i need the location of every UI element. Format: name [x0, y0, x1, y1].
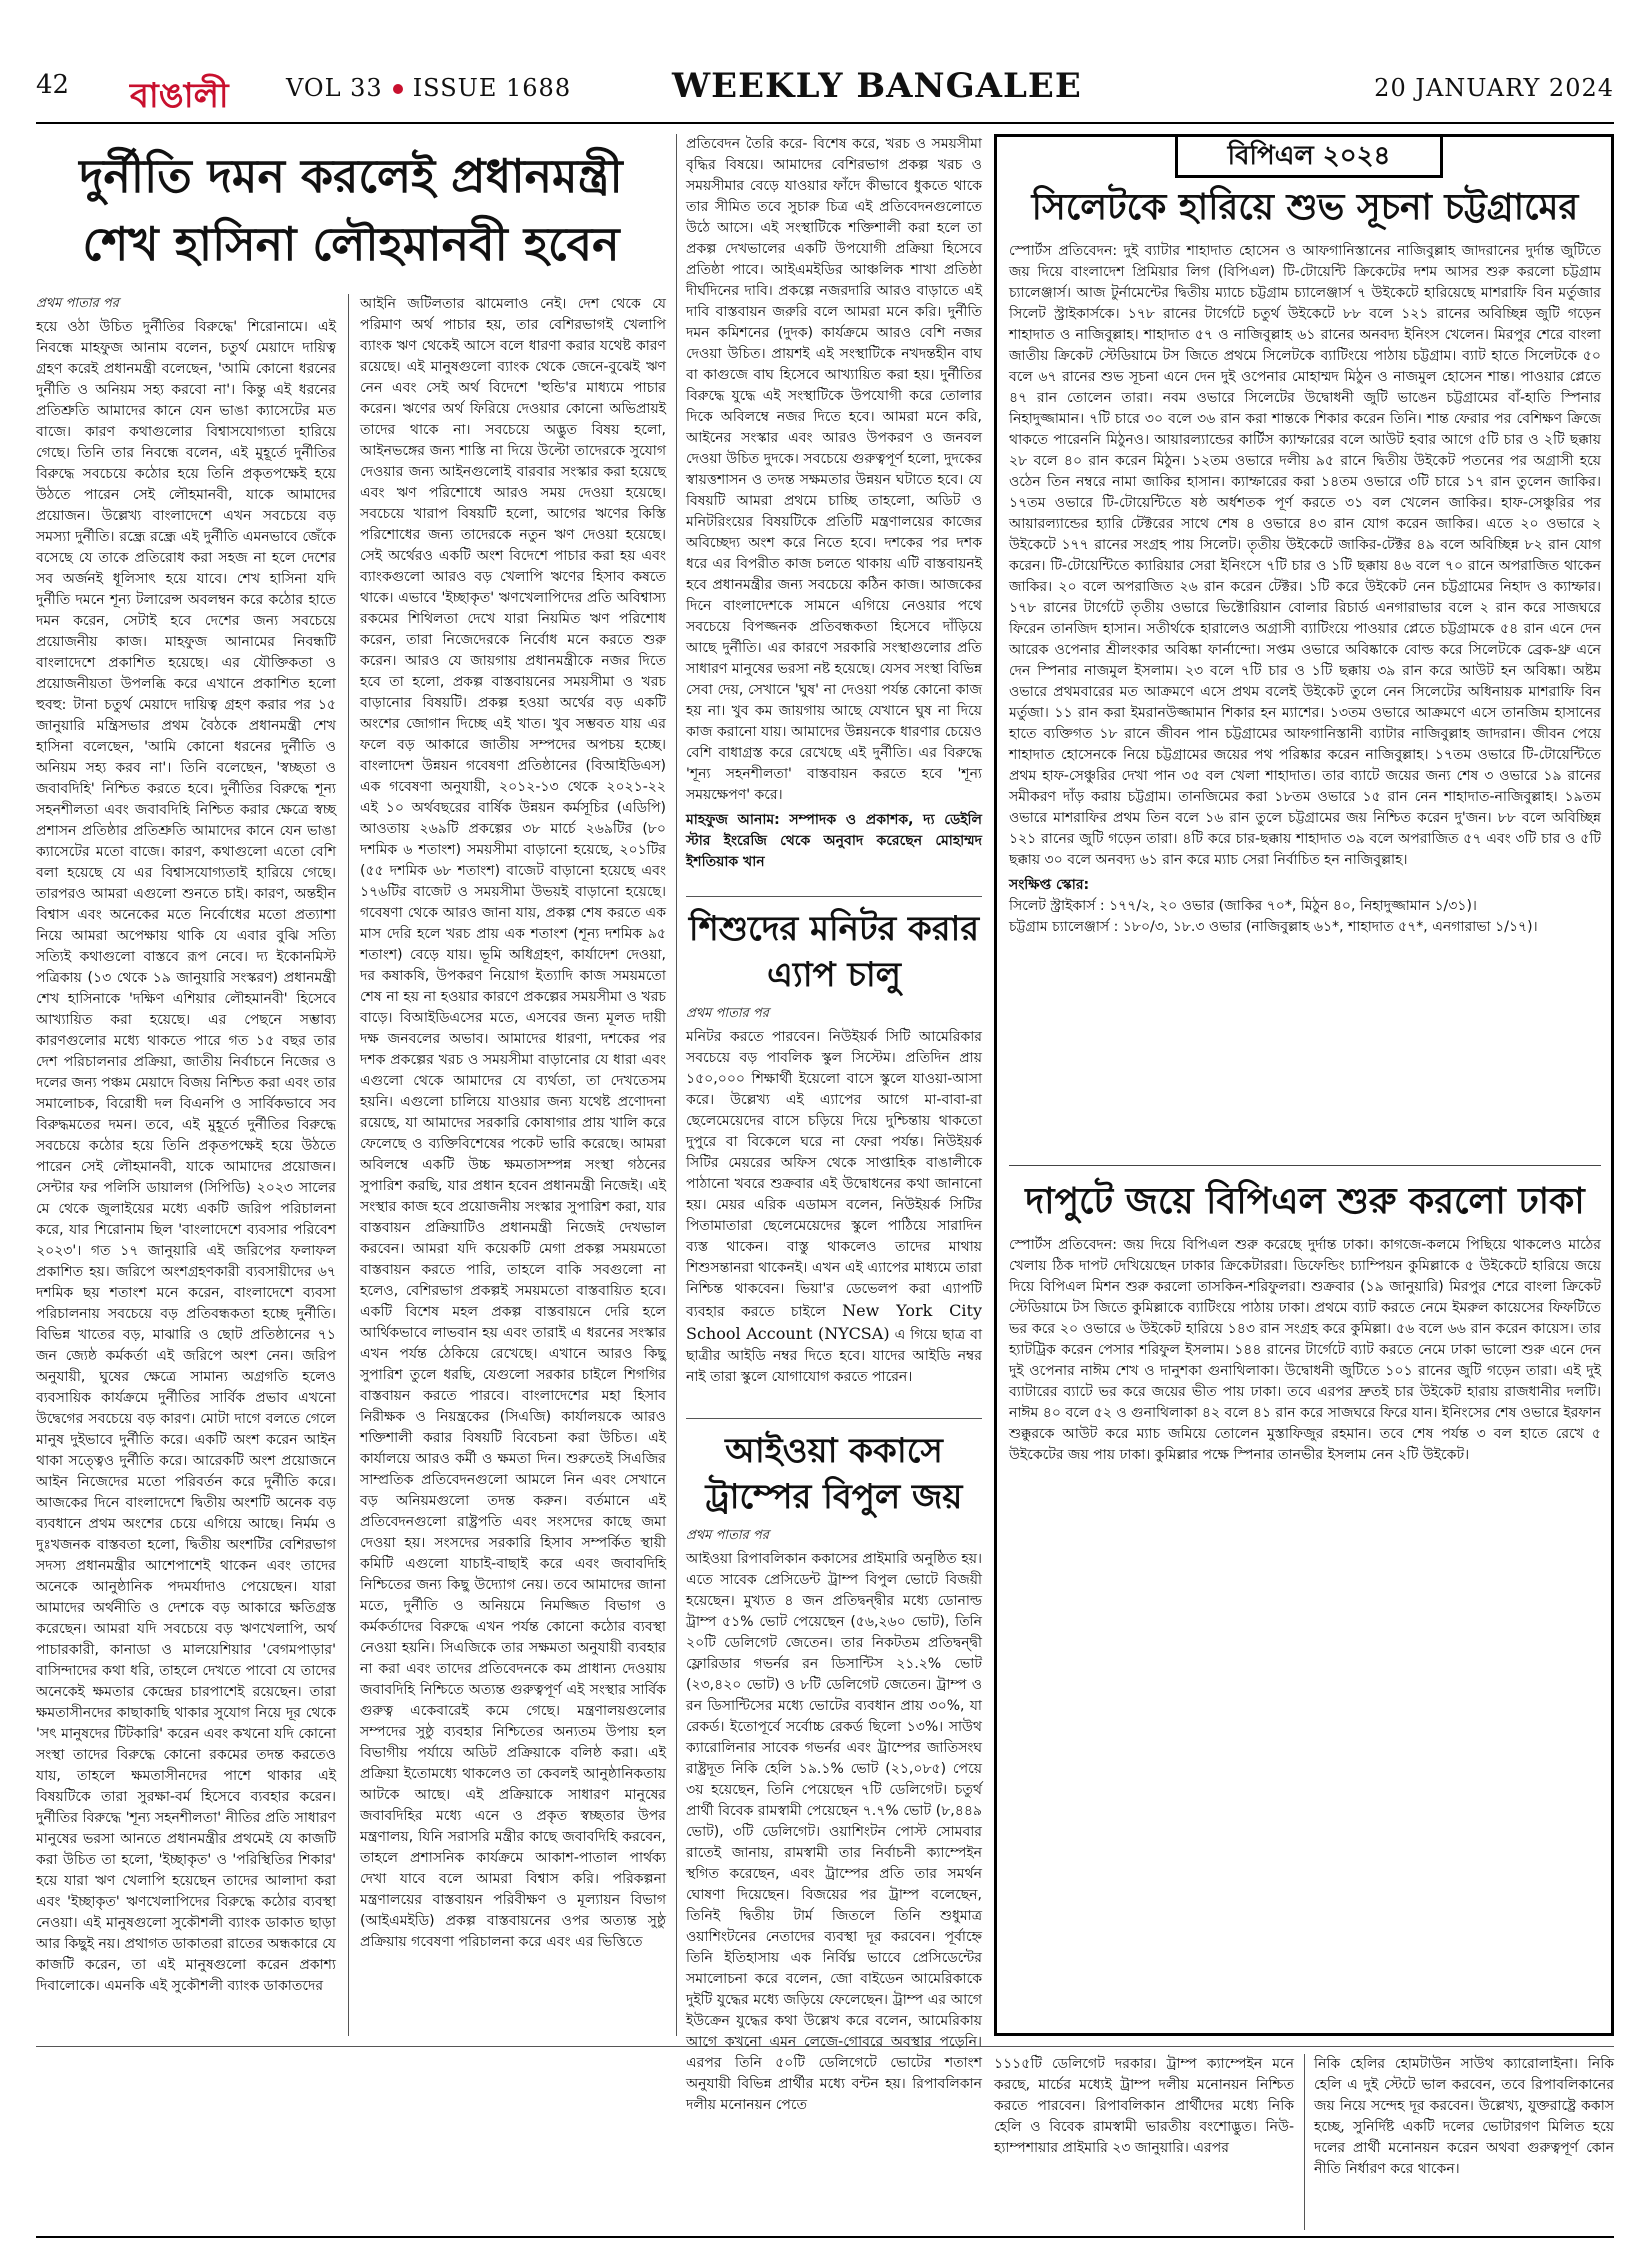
iowa-text: আইওয়া রিপাবলিকান ককাসের প্রাইমারি অনুষ্ঠিত হয়। এতে সাবেক প্রেসিডেন্ট ট্রাম্প বিপুল ভোটে বিজয়ী হয়েছেন। মুখ্যত ৪ জন প্রতিদ্বন্দ্বীর মধ্যে ডোনাল্ড ট্রাম্প ৫১% ভোট পেয়েছেন (৫৬,২৬০ ভোট), তিনি ২০টি ডেলিগেট জেতেন। তার নিকটতম প্রতিদ্বন্দ্বী ফ্লোরিডার গভর্নর রন ডিসান্টিস ২১.২% ভোট (২৩,৪২০ ভোট) ও ৮টি ডেলিগেট জেতেন। ট্রাম্প ও রন ডিসান্টিসের মধ্যে ভোটের ব্যবধান প্রায় ৩০%, যা রেকর্ড। ইতোপূর্বে সর্বোচ্চ রেকর্ড ছিলো ১৩%। সাউথ ক্যারোলিনার সাবেক গভর্নর এবং ট্রাম্পের জাতিসংঘ রাষ্ট্রদূত নিকি হেলি ১৯.১% ভোট (২১,০৮৫) পেয়ে ৩য় হয়েছেন, তিনি পেয়েছেন ৭টি ডেলিগেট। চতুর্থ প্রার্থী বিবেক রামস্বামী পেয়েছেন ৭.৭% ভোট (৮,৪৪৯ ভোট), ৩টি ডেলিগেট। ওয়াশিংটন পোস্ট সোমবার রাতেই জানায়, রামস্বামী তার নির্বাচনী ক্যাম্পেইন স্থগিত করেছেন, এবং ট্রাম্পের প্রতি তার সমর্থন ঘোষণা দিয়েছেন। বিজয়ের পর ট্রাম্প বলেছেন, তিনিই দ্বিতীয় টার্ম জিতলে তিনি শুধুমাত্র ওয়াশিংটনের নেতাদের ব্যবস্থা দূর করবেন। পূর্বাহ্নে তিনি ইতিহাসায় এক নির্বিঘ্ন ভাবেে প্রেসিডেন্টের সমালোচনা করে বলেন, জো বাইডেন আমেরিকাকে দুইটি যুদ্ধের মধ্যে জড়িয়ে ফেলেছেন। ট্রাম্প এর আগে ইউক্রেন যুদ্ধের কথা উল্লেখ করে বলেন, আমেরিকায় আগে কখনো এমন লেজে-গোবরে অবস্থার পড়েনি। এরপর তিনি ৫০টি ডেলিগেটে ভোটের শতাংশ অনুযায়ী বিভিন্ন প্রার্থীর মধ্যে বন্টন হয়। রিপাবলিকান দলীয় মনোনয়ন পেতে	[686, 1551, 982, 2113]
issue-date: 20 JANUARY 2024	[1374, 74, 1614, 102]
score-sylhet: সিলেট স্ট্রাইকার্স : ১৭৭/২, ২০ ওভার (জাকির ৭০*, মিঠুন ৪০, নিহাদুজ্জামান ১/৩১)।	[1009, 898, 1477, 914]
ctg-headline: সিলেটকে হারিয়ে শুভ সূচনা চট্টগ্রামের	[1031, 187, 1579, 228]
page-number: 42	[36, 70, 70, 100]
column-divider	[1304, 2054, 1305, 2230]
ctg-text: স্পোর্টস প্রতিবেদন: দুই ব্যাটার শাহাদাত হোসেন ও আফগানিস্তানের নাজিবুল্লাহ জাদরানের দুর্দান্ত জুটিতে জয় দিয়ে বাংলাদেশ প্রিমিয়ার লিগ (বিপিএল) টি-টোয়েন্টি ক্রিকেটের দশম আসর শুরু করলো চট্টগ্রাম চ্যালেঞ্জার্স। আজ টুর্নামেন্টের দ্বিতীয় ম্যাচে চট্টগ্রাম চ্যালেঞ্জার্স ৭ উইকেটে হারিয়েছে মাশরাফি বিন মর্তুজার সিলেট স্ট্রাইকার্সকে। ১৭৮ রানের টার্গেটে চতুর্থ উইকেটে ৮৮ বলে ১২১ রানের অবিচ্ছিন্ন জুটি গড়েন শাহাদাত ও নাজিবুল্লাহ। শাহাদাত ৫৭ ও নাজিবুল্লাহ ৬১ রানের অনবদ্য ইনিংস খেলেন। মিরপুর শেরে বাংলা জাতীয় ক্রিকেট স্টেডিয়ামে টস জিতে প্রথমে সিলেটকে ব্যাটিংয়ে পাঠায় চট্টগ্রাম। ব্যাট হাতে সিলেটকে ৫০ বলে ৬৭ রানের শুভ সূচনা এনে দেন দুই ওপেনার মোহাম্মদ মিঠুন ও নাজমুল হোসেন শান্ত। পাওয়ার প্লেতে ৪৭ রান তোলেন তারা। নবম ওভারে সিলেটের উদ্বোধনী জুটি ভাঙেন চট্টগ্রামের বাঁ-হাতি স্পিনার নিহাদুজ্জামান। ৭টি চারে ৩০ বলে ৩৬ রান করা শান্তকে শিকার করেন তিনি। শান্ত ফেরার পর বেশিক্ষণ ক্রিজে থাকতে পারেননি মিঠুনও। আয়ারল্যান্ডের কার্টিস ক্যাম্ফারের বলে আউট হবার আগে ৫টি চার ও ২টি ছক্কায় ২৮ বলে ৪০ রান করেন মিঠুন। ১২তম ওভারে দলীয় ৯৫ রানে দ্বিতীয় উইকেট পতনের পর অগ্রাসী হয়ে ওঠেন তিন নম্বরে নামা জাকির হাসান। ক্যাম্ফারের করা ১৪তম ওভারে ৩টি চারে ১৭ রান তুলেন জাকির। ১৭তম ওভারে টি-টোয়েন্টিতে ষষ্ঠ অর্ধশতক পূর্ণ করতে ৩১ বল খেলেন জাকির। হাফ-সেঞ্চুরির পর আয়ারল্যান্ডের হ্যারি টেক্টরের সাথে শেষ ৪ ওভারে ৪৩ রান যোগ করেন জাকির। এতে ২০ ওভারে ২ উইকেটে ১৭৭ রানের সংগ্রহ পায় সিলেট। তৃতীয় উইকেটে জাকির-টেক্টর ৪৯ বলে অবিচ্ছিন্ন ৮২ রান যোগ করেন। টি-টোয়েন্টিতে ক্যারিয়ার সেরা ইনিংসে ৭টি চার ও ১টি ছক্কায় ৪৬ বলে ৭০ রানে অপরাজিত থাকেন জাকির। ২০ বলে অপরাজিত ২৬ রান করেন টেক্টর। ১টি করে উইকেট নেন চট্টগ্রামের নিহাদ ও ক্যাম্ফার। ১৭৮ রানের টার্গেটে তৃতীয় ওভারে ভিক্টোরিয়ান বোলার রিচার্ড এনগারাভার বলে ২ রান করে সাজঘরে ফিরেন তানজিদ হাসান। সতীর্থকে হারালেও অগ্রাসী ব্যাটিংয়ে পাওয়ার প্লেতে চট্টগ্রামকে ৫৪ রান এনে দেন আরেক ওপেনার শ্রীলংকার অবিষ্কা ফার্নান্দো। সপ্তম ওভারে অবিষ্কাকে বোল্ড করে সিলেটকে ব্রেক-থ্রু এনে দেন স্পিনার নাজমুল ইসলাম। ২৩ বলে ৭টি চার ও ১টি ছক্কায় ৩৯ রান করে আউট হন অবিষ্কা। অষ্টম ওভারে প্রথমবারের মত আক্রমণে এসে প্রথম বলেই উইকেট তুলে নেন সিলেটের অধিনায়ক মাশরাফি বিন মর্তুজা। ১১ রান করা ইমরানউজ্জামান শিকার হন ম্যাশের। ১৩তম ওভারে আক্রমণে এসে তানজিম হাসানের হাতে ব্যক্তিগত ১৮ রানে জীবন পান চট্টগ্রামের আফগানিস্তানী ব্যাটার নাজিবুল্লাহ জাদরান। জীবন পেয়ে শাহাদাত হোসেনকে নিয়ে চট্টগ্রামের জয়ের পথ পরিষ্কার করেন নাজিবুল্লাহ। ১৭তম ওভারে টি-টোয়েন্টিতে প্রথম হাফ-সেঞ্চুরির দেখা পান ৩৫ বল খেলা শাহাদাত। তার ব্যাটে জয়ের জন্য শেষ ৩ ওভারে ১৯ রানের সমীকরণ দাঁড় করায় চট্টগ্রাম। তানজিমের করা ১৮তম ওভারে ১৫ রান নেন শাহাদাত-নাজিবুল্লাহ। ১৯তম ওভারে মাশরাফির প্রথম তিন বলে ১৬ রান তুলে চট্টগ্রামের জয় নিশ্চিত করেন দু'জন। ৮৮ বলে অবিচ্ছিন্ন ১২১ রানের জুটি গড়েন তারা। ৪টি করে চার-ছক্কায় শাহাদাত ৩৯ বলে অপরাজিত ৫৭ এবং ৩টি চার ও ৫টি ছক্কায় ৩০ বলে অনবদ্য ৬১ রান করে ম্যাচ সেরা নির্বাচিত হন নাজিবুল্লাহ।	[1009, 243, 1601, 868]
header-rule	[36, 122, 1614, 124]
nycsa-name: New York City School Account (NYCSA)	[686, 1301, 982, 1343]
story-divider	[686, 1418, 982, 1419]
masthead	[36, 62, 1614, 120]
iowa-continued-left	[994, 2054, 1294, 2230]
bpl-tag: বিপিএল ২০২৪	[1175, 134, 1443, 178]
bangalee-logo	[80, 62, 229, 116]
logo-text: বাঙালী	[130, 76, 229, 116]
ctg-story	[1009, 183, 1601, 1153]
column-divider	[348, 294, 349, 2036]
kids-app-text-end: এ গিয়ে ছাত্র বা ছাত্রীর আইডি নম্বর দিতে হবে। যাদের আইডি নম্বর নাই তারা স্কুলে যোগাযোগ করতে পারেন।	[686, 1327, 983, 1385]
kids-app-headline: শিশুদের মনিটর করার এ্যাপ চালু	[688, 909, 980, 995]
dhaka-story	[1009, 1177, 1601, 2017]
kids-app-source: প্রথম পাতার পর	[686, 1006, 769, 1021]
dhaka-text: স্পোর্টস প্রতিবেদন: জয় দিয়ে বিপিএল শুরু করেছে দুর্দান্ত ঢাকা। কাগজে-কলমে পিছিয়ে থাকলেও মাঠের খেলায় ঠিক দাপট দেখিয়েছেন ঢাকার ক্রিকেটাররা। ডিফেন্ডিং চ্যাম্পিয়ন কুমিল্লাকে ৫ উইকেটে হারিয়ে জয়ে দিয়ে বিপিএল মিশন শুরু করলো তাসকিন-শরিফুলরা। শুক্রবার (১৯ জানুয়ারি) মিরপুর শেরে বাংলা ক্রিকেট স্টেডিয়ামে টস জিতে কুমিল্লাকে ব্যাটিংয়ে পাঠায় ঢাকা। প্রথমে ব্যাট করতে নেমে ইমরুল কায়েসের ফিফটিতে ভর করে ২০ ওভারে ৬ উইকেট হারিয়ে ১৪৩ রান সংগ্রহ করে কুমিল্লা। ৫৬ বলে ৬৬ রান করেন কায়েস। তার হ্যাটট্রিক করেন পেসার শরিফুল ইসলাম। ১৪৪ রানের টার্গেটে ব্যাট করতে নেমে ঢাকা ভালো শুরু এনে দেন দুই ওপেনার নাঈম শেখ ও দানুশকা গুনাথিলাকা। উদ্বোধনী জুটিতে ১০১ রানের জুটি গড়েন তারা। এই দুই ব্যাটারের ব্যাটে ভর করে জয়ের ভীত পায় ঢাকা। তবে এরপর দ্রুতই চার উইকেট হারায় রাজধানীর দলটি। নাঈম ৪০ বলে ৫২ ও গুনাথিলাকা ৪২ বলে ৪১ রান করে সাজঘরে ফিরে যান। ইনিংসের শেষ ওভারে ইরফান শুক্কুরকে আউট করে ম্যাচ জমিয়ে তোলেন মুস্তাফিজুর রহমান। তবে শেষ পর্যন্ত ৩ বল হাতে রেখে ৫ উইকেটের জয় পায় ঢাকা। কুমিল্লার পক্ষে স্পিনার তানভীর ইসলাম নেন ২টি উইকেট।	[1009, 1237, 1601, 1463]
lead-byline: মাহফুজ আনাম: সম্পাদক ও প্রকাশক, দ্য ডেইলি স্টার ইংরেজি থেকে অনুবাদ করেছেন মোহাম্মদ ইশতিয়াক খান	[686, 812, 982, 870]
lead-column-1	[36, 294, 336, 2036]
story-divider	[686, 896, 982, 897]
bottom-rule	[36, 2046, 1614, 2047]
iowa-headline: আইওয়া ককাসে ট্রাম্পের বিপুল জয়	[705, 1431, 963, 1517]
footer-rule	[36, 2236, 1614, 2238]
dhaka-headline: দাপুটে জয়ে বিপিএল শুরু করলো ঢাকা	[1025, 1181, 1585, 1222]
volume: VOL 33	[286, 74, 383, 102]
bpl-2024-box	[994, 134, 1614, 2036]
lead-col2-text: আইনি জটিলতার ঝামেলাও নেই। দেশ থেকে যে পরিমাণ অর্থ পাচার হয়, তার বেশিরভাগই খেলাপি ব্যাংক ঋণ থেকেই আসে বলে ধারণা করার যথেষ্ট কারণ রয়েছে। এই মানুষগুলো ব্যাংক থেকে জেনে-বুঝেই ঋণ নেন এবং সেই অর্থ বিদেশে 'হুন্ডি'র মাধ্যমে পাচার করেন। ঋণের অর্থ ফিরিয়ে দেওয়ার কোনো অভিপ্রায়ই তাদের থাকে না। সবচেয়ে অদ্ভুত বিষয় হলো, আইনভঙ্গের জন্য শাস্তি না দিয়ে উল্টো তাদেরকে সুযোগ দেওয়ার জন্য আইনগুলোই বারবার সংস্কার করা হয়েছে এবং ঋণ পরিশোধে আরও সময় দেওয়া হয়েছে। সবচেয়ে খারাপ বিষয়টি হলো, আগের ঋণের কিস্তি পরিশোধের জন্য তাদেরকে নতুন ঋণ দেওয়া হয়েছে। সেই অর্থেরও একটি অংশ বিদেশে পাচার করা হয় এবং ব্যাংকগুলো আরও বড় খেলাপি ঋণের হিসাব কষতে থাকে। এভাবে 'ইচ্ছাকৃত' ঋণখেলাপিদের প্রতি অবিশ্বাস্য রকমের শিথিলতা দেখে যারা নিয়মিত ঋণ পরিশোধ করেন, তারা নিজেদেরকে নির্বোধ মনে করতে শুরু করেন। আরও যে জায়গায় প্রধানমন্ত্রীকে নজর দিতে হবে তা হলো, প্রকল্প বাস্তবায়নের সময়সীমা ও খরচ বাড়ানোর বিষয়টি। প্রকল্প হওয়া অর্থের বড় একটি অংশের জোগান দিচ্ছে এই খাত। খুব সম্ভবত যায় এর ফলে বড় আকারে জাতীয় সম্পদের অপচয় হচ্ছে। বাংলাদেশ উন্নয়ন গবেষণা প্রতিষ্ঠানের (বিআইডিএস) এক গবেষণা অনুযায়ী, ২০১২-১৩ থেকে ২০২১-২২ এই ১০ অর্থবছরের বার্ষিক উন্নয়ন কর্মসূচির (এডিপি) আওতায় ২৬৯টি প্রকল্পের ৩৮ মার্চে ২৬৯টির (৮০ দশমিক ৬ শতাংশ) সময়সীমা বাড়ানো হয়েছে, ২০১টির (৫৫ দশমিক ৬৮ শতাংশ) বাজেট বাড়ানো হয়েছে এবং ১৭৬টির বাজেট ও সময়সীমা উভয়ই বাড়ানো হয়েছে। গবেষণা থেকে আরও জানা যায়, প্রকল্প শেষ করতে এক মাস দেরি হলে খরচ প্রায় এক শতাংশ (শূন্য দশমিক ৯৫ শতাংশ) বেড়ে যায়। ভূমি অধিগ্রহণ, কার্যাদেশ দেওয়া, দর কষাকষি, উপকরণ নিয়োগ ইত্যাদি কাজ সময়মতো শেষ না হয় না হওয়ার কারণে প্রকল্পের সময়সীমা ও খরচ বাড়ে। বিআইডিএসের মতে, এসবের জন্য মূলত দায়ী দক্ষ জনবলের অভাব। আমাদের ধারণা, দশকের পর দশক প্রকল্পের খরচ ও সময়সীমা বাড়ানোর যে ধারা এবং এগুলো থেকে আমাদের যে ব্যর্থতা, তা দেখতেসম হয়নি। এগুলো চালিয়ে যাওয়ার জন্য যথেষ্ট প্রণোদনা রয়েছে, যা আমাদের সরকারি কোষাগার প্রায় খালি করে ফেলেছে ও ব্যক্তিবিশেষের পকেট ভারি করেছে। আমরা অবিলম্বে একটি উচ্চ ক্ষমতাসম্পন্ন সংস্থা গঠনের সুপারিশ করছি, যার প্রধান হবেন প্রধানমন্ত্রী নিজেই। এই সংস্থার কাজ হবে প্রয়োজনীয় সংস্কার সুপারিশ করা, যার বাস্তবায়ন প্রক্রিয়াটিও প্রধানমন্ত্রী নিজেই দেখভাল করবেন। আমরা যদি কয়েকটি মেগা প্রকল্প সময়মতো বাস্তবায়ন করতে পারি, তাহলে বাকি সবগুলো না হলেও, বেশিরভাগ প্রকল্পই সময়মতো বাস্তবায়িত হবে। একটি বিশেষ মহল প্রকল্প বাস্তবায়নে দেরি হলে আর্থিকভাবে লাভবান হয় এবং তারাই এ ধরনের সংস্কার এখন পর্যন্ত ঠেকিয়ে রেখেছে। এখানে আরও কিছু সুপারিশ তুলে ধরছি, যেগুলো সরকার চাইলে শিগগির বাস্তবায়ন করতে পারবে। বাংলাদেশের মহা হিসাব নিরীক্ষক ও নিয়ন্ত্রকের (সিএজি) কার্যালয়কে আরও শক্তিশালী করার বিষয়টি বিবেচনা করা উচিত। এই কার্যালয়ে আরও কর্মী ও ক্ষমতা দিন। শুরুতেই সিএজির সাম্প্রতিক প্রতিবেদনগুলো আমলে নিন এবং সেখানে বড় অনিয়মগুলো তদন্ত করুন। বর্তমানে এই প্রতিবেদনগুলো রাষ্ট্রপতি এবং সংসদের কাছে জমা দেওয়া হয়। সংসদের সরকারি হিসাব সম্পর্কিত স্থায়ী কমিটি এগুলো যাচাই-বাছাই করে এবং জবাবদিহি নিশ্চিতের জন্য কিছু উদ্যোগ নেয়। তবে আমাদের জানা মতে, দুর্নীতি ও অনিয়মে নিমজ্জিত বিভাগ ও কর্মকর্তাদের বিরুদ্ধে এখন পর্যন্ত কোনো কঠোর ব্যবস্থা নেওয়া হয়নি। সিএজিকে তার সক্ষমতা অনুযায়ী ব্যবহার না করা এবং তাদের প্রতিবেদনকে কম প্রাধান্য দেওয়ায় জবাবদিহি নিশ্চিতে অত্যন্ত গুরুত্বপূর্ণ এই সংস্থার সার্বিক গুরুত্ব একেবারেই কমে গেছে। মন্ত্রণালয়গুলোর সম্পদের সুষ্ঠু ব্যবহার নিশ্চিতের অন্যতম উপায় হল বিভাগীয় পর্যায়ে অডিট প্রক্রিয়াকে বলিষ্ঠ করা। এই প্রক্রিয়া ইতোমধ্যে থাকলেও তা কেবলই আনুষ্ঠানিকতায় আটকে আছে। এই প্রক্রিয়াকে সাধারণ মানুষের জবাবদিহির মধ্যে এনে ও প্রকৃত স্বচ্ছতার উপর মন্ত্রণালয়, যিনি সরাসরি মন্ত্রীর কাছে জবাবদিহি করবেন, তাহলে প্রশাসনিক কার্যক্রমে আকাশ-পাতাল পার্থক্য দেখা যাবে বলে আমরা বিশ্বাস করি। পরিকল্পনা মন্ত্রণালয়ের বাস্তবায়ন পরিবীক্ষণ ও মূল্যায়ন বিভাগ (আইএমইডি) প্রকল্প বাস্তবায়নের ওপর অত্যন্ত সুষ্ঠু প্রক্রিয়ায় গবেষণা পরিচালনা করে এবং এর ভিত্তিতে	[360, 296, 666, 1950]
iowa-bottom-right: নিকি হেলির হোমটাউন সাউথ ক্যারোলাইনা। নিকি হেলি এ দুই স্টেটে ভাল করবেন, তবে রিপাবলিকানের জয় নিয়ে সন্দেহ দূর করবেন। উল্লেখ্য, যুক্তরাষ্ট্রে ককাস হচ্ছে, সুনির্দিষ্ট একটি দলের ভোটারগণ মিলিত হয়ে দলের প্রার্থী মনোনয়ন করেন অথবা গুরুত্বপূর্ণ কোন নীতি নির্ধারণ করে থাকেন।	[1314, 2056, 1614, 2177]
score-chattogram: চট্টগ্রাম চ্যালেঞ্জার্স : ১৮০/৩, ১৮.৩ ওভার (নাজিবুল্লাহ ৬১*, শাহাদাত ৫৭*, এনগারাভা ১/১৭)।	[1009, 919, 1538, 935]
iowa-story	[686, 1428, 982, 2113]
lead-column-3	[686, 134, 982, 884]
lead-headline-box	[36, 142, 666, 292]
paper-name: WEEKLY BANGALEE	[672, 66, 1082, 106]
lead-headline: দুর্নীতি দমন করলেই প্রধানমন্ত্রী শেখ হাসিনা লৌহমানবী হবেন	[79, 149, 623, 271]
issue: ISSUE 1688	[412, 74, 572, 102]
red-dot-icon	[393, 84, 403, 94]
iowa-source: প্রথম পাতার পর	[686, 1528, 769, 1543]
lead-column-2	[360, 294, 666, 2036]
kids-app-text	[686, 1027, 982, 1388]
lead-source: প্রথম পাতার পর	[36, 296, 119, 311]
kids-app-text-main: মনিটর করতে পারবেন। নিউইয়র্ক সিটি আমেরিকার সবচেয়ে বড় পাবলিক স্কুল সিস্টেম। প্রতিদিন প্রায় ১৫০,০০০ শিক্ষার্থী ইয়েলো বাসে স্কুলে যাওয়া-আসা করে। উল্লেখ্য এই এ্যাপের আগে মা-বাবা-রা ছেলেমেয়েদের বাসে চড়িয়ে দিয়ে দুশ্চিন্তায় থাকতো দুপুরে বা বিকেলে ঘরে না ফেরা পর্যন্ত। নিউইয়র্ক সিটির মেয়রের অফিস থেকে সাপ্তাহিক বাঙালীকে পাঠানো খবরে শুক্রবার এই উদ্বোধনের কথা জানানো হয়। মেয়র এরিক এডামস বলেন, নিউইয়র্ক সিটির পিতামাতারা ছেলেমেয়েদের স্কুলে পাঠিয়ে সারাদিন ব্যস্ত থাকেন। বাস্তু থাকলেও তাদের মাথায় শিশুসন্তানরা থাকেনই। এখন এই এ্যাপের মাধ্যমে তারা নিশ্চিন্ত থাকবেন। ভিয়া'র ডেভেলপ করা এ্যাপটি ব্যবহার করতে চাইলে	[686, 1029, 982, 1320]
lead-col1-text: হয়ে ওঠা উচিত দুর্নীতির বিরুদ্ধে' শিরোনামে। এই নিবন্ধে মাহফুজ আনাম বলেন, চতুর্থ মেয়াদে দায়িত্ব গ্রহণ করেই প্রধানমন্ত্রী বলেছেন, 'আমি কোনো ধরনের দুর্নীতি ও অনিয়ম সহ্য করবো না'। কিন্তু এই ধরনের প্রতিশ্রুতি আমাদের কানে যেন ভাঙা ক্যাসেটের মত বাজে। কারণ কথাগুলোর বিশ্বাসযোগ্যতা হারিয়ে গেছে। তিনি তার নিবন্ধে বলেন, এই মুহূর্তে দুর্নীতির বিরুদ্ধে সবচেয়ে কঠোর হয়ে তিনি প্রকৃতপক্ষেই হয়ে উঠতে পারেন সেই লৌহমানবী, যাকে আমাদের প্রয়োজন। উল্লেখ্য বাংলাদেশে এখন সবচেয়ে বড় সমস্যা দুর্নীতি। রন্ধ্রে রন্ধ্রে এই দুর্নীতি এমনভাবে জেঁকে বসেছে যে তাকে প্রতিরোধ করা সহজ না হলে দেশের সব অর্জনই ধূলিসাৎ হয়ে যাবে। শেখ হাসিনা যদি দুর্নীতি দমনে শূন্য টলারেন্স অবলম্বন করে কঠোর হাতে দমন করেন, সেটাই হবে দেশের জন্য সবচেয়ে প্রয়োজনীয় কাজ। মাহফুজ আনামের নিবন্ধটি বাংলাদেশে প্রকাশিত হয়েছে। এর যৌক্তিকতা ও প্রয়োজনীয়তা উপলব্ধি করে এখানে প্রকাশিত হলো হুবহু: টানা চতুর্থ মেয়াদে দায়িত্ব গ্রহণ করার পর ১৫ জানুয়ারি মন্ত্রিসভার প্রথম বৈঠকে প্রধানমন্ত্রী শেখ হাসিনা বলেছেন, 'আমি কোনো ধরনের দুর্নীতি ও অনিয়ম সহ্য করব না'। তিনি বলেছেন, 'স্বচ্ছতা ও জবাবদিহি' নিশ্চিত করতে হবে। দুর্নীতির বিরুদ্ধে শূন্য সহনশীলতা এবং জবাবদিহি নিশ্চিত করার ক্ষেত্রে স্বচ্ছ প্রশাসন প্রতিষ্ঠার প্রতিশ্রুতি আমাদের কানে যেন ভাঙা ক্যাসেটের মতো বাজে। কারণ, কথাগুলো এতো বেশি বলা হয়েছে যে এর বিশ্বাসযোগ্যতাই হারিয়ে গেছে। তারপরও আমরা এগুলো শুনতে চাই। কারণ, অন্তহীন বিশ্বাস এবং অনেকের মতে নির্বোধের মতো প্রত্যাশা নিয়ে আমরা অপেক্ষায় থাকি যে এবার বুঝি সত্যি সত্যিই কথাগুলো বাস্তবে রূপ নেবে। দ্য ইকোনমিস্ট পত্রিকায় (১৩ থেকে ১৯ জানুয়ারি সংস্করণ) প্রধানমন্ত্রী শেখ হাসিনাকে 'দক্ষিণ এশিয়ার লৌহমানবী' হিসেবে আখ্যায়িত করা হয়েছে। এর পেছনে সম্ভাব্য কারণগুলোর মধ্যে থাকতে পারে গত ১৫ বছর তার দেশ পরিচালনার প্রক্রিয়া, জাতীয় নির্বাচনে নিজের ও দলের জন্য পঞ্চম মেয়াদে বিজয় নিশ্চিত করা এবং তার সমালোচক, বিরোধী দল বিএনপি ও সার্বিকভাবে সব বিরুদ্ধমতের দমন। তবে, এই মুহূর্তে দুর্নীতির বিরুদ্ধে সবচেয়ে কঠোর হয়ে তিনি প্রকৃতপক্ষেই হয়ে উঠতে পারেন সেই লৌহমানবী, যাকে আমাদের প্রয়োজন। সেন্টার ফর পলিসি ডায়ালগ (সিপিডি) ২০২৩ সালের মে থেকে জুলাইয়ের মধ্যে একটি জরিপ পরিচালনা করে, যার শিরোনাম ছিল 'বাংলাদেশে ব্যবসার পরিবেশ ২০২৩'। গত ১৭ জানুয়ারি এই জরিপের ফলাফল প্রকাশিত হয়। জরিপে অংশগ্রহণকারী ব্যবসায়ীদের ৬৭ দশমিক ছয় শতাংশ মনে করেন, বাংলাদেশে ব্যবসা পরিচালনায় সবচেয়ে বড় প্রতিবন্ধকতা হচ্ছে দুর্নীতি। বিভিন্ন খাতের বড়, মাঝারি ও ছোট প্রতিষ্ঠানের ৭১ জন জ্যেষ্ঠ কর্মকর্তা এই জরিপে অংশ নেন। জরিপ অনুযায়ী, ঘুষের ক্ষেত্রে সামান্য অগ্রগতি হলেও ব্যবসায়িক কার্যক্রমে দুর্নীতির সার্বিক প্রভাব এখনো উদ্বেগের সবচেয়ে বড় কারণ। মোটা দাগে বলতে গেলে মানুষ দুইভাবে দুর্নীতি করে। একটি অংশ করেন আইন থাকা সত্ত্বেও দুর্নীতি করে। আরেকটি অংশ প্রয়োজনে আইন নিজেদের মতো পরিবর্তন করে দুর্নীতি করে। আজকের দিনে বাংলাদেশে দ্বিতীয় অংশটি অনেক বড় ব্যবধানে প্রথম অংশের চেয়ে এগিয়ে আছে। নির্মম ও দুঃখজনক বাস্তবতা হলো, দ্বিতীয় অংশটির বেশিরভাগ সদস্য প্রধানমন্ত্রীর আশেপাশেই থাকেন এবং তাদের অনেকে আনুষ্ঠানিক পদমর্যাদাও পেয়েছেন। যারা আমাদের অর্থনীতি ও দেশকে বড় আকারে ক্ষতিগ্রস্ত করেছেন। আমরা যদি সবচেয়ে বড় ঋণখেলাপি, অর্থ পাচারকারী, কানাডা ও মালয়েশিয়ার 'বেগমপাড়ার' বাসিন্দাদের কথা ধরি, তাহলে দেখতে পাবো যে তাদের অনেকেই ক্ষমতার কেন্দ্রের চারপাশেই রয়েছেন। তারা ক্ষমতাসীনদের কাছাকাছি থাকার সুযোগ নিয়ে দূর থেকে 'সৎ মানুষদের টিটকারি' করেন এবং কখনো যদি কোনো সংস্থা তাদের বিরুদ্ধে কোনো রকমের তদন্ত করতেও যায়, তাহলে ক্ষমতাসীনদের পাশে থাকার এই বিষয়টিকে তারা সুরক্ষা-বর্ম হিসেবে ব্যবহার করেন। দুর্নীতির বিরুদ্ধে 'শূন্য সহনশীলতা' নীতির প্রতি সাধারণ মানুষের ভরসা আনতে প্রধানমন্ত্রীর প্রথমেই যে কাজটি করা উচিত তা হলো, 'ইচ্ছাকৃত' ও 'পরিস্থিতির শিকার' হয়ে যারা ঋণ খেলাপি হয়েছেন তাদের আলাদা করা এবং 'ইচ্ছাকৃত' ঋণখেলাপিদের বিরুদ্ধে কঠোর ব্যবস্থা নেওয়া। এই মানুষগুলো সুকৌশলী ব্যাংক ডাকাত ছাড়া আর কিছুই নয়। প্রথাগত ডাকাতরা রাতের অন্ধকারে যে কাজটি করেন, তা এই মানুষগুলো করেন প্রকাশ্য দিবালোকে। এমনকি এই সুকৌশলী ব্যাংক ডাকাতদের	[36, 319, 336, 1994]
iowa-bottom-left: ১১১৫টি ডেলিগেট দরকার। ট্রাম্প ক্যাম্পেইন মনে করছে, মার্চের মধ্যেই ট্রাম্প দলীয় মনোনয়ন নিশ্চিত করতে পারবেন। রিপাবলিকান প্রার্থীদের মধ্যে নিকি হেলি ও বিবেক রামস্বামী ভারতীয় বংশোদ্ভুত। নিউ-হ্যাম্পশায়ার প্রাইমারি ২৩ জানুয়ারি। এরপর	[994, 2056, 1294, 2156]
column-divider	[676, 134, 677, 2036]
story-divider	[1009, 1165, 1601, 1166]
lead-col3-text: প্রতিবেদন তৈরি করে- বিশেষ করে, খরচ ও সময়সীমা বৃদ্ধির বিষয়ে। আমাদের বেশিরভাগ প্রকল্প খরচ ও সময়সীমার বেড়ে যাওয়ার ফাঁদে কীভাবে ধুকতে থাকে তার সীমিত তবে সুচারু চিত্র এই প্রতিবেদনগুলোতে উঠে আসে। এই সংস্থাটিকে শক্তিশালী করা হলে তা প্রকল্প দেখভালের একটি উপযোগী প্রক্রিয়া হিসেবে প্রতিষ্ঠা পাবে। আইএমইডির আঞ্চলিক শাখা প্রতিষ্ঠা দীর্ঘদিনের দাবি। প্রকল্পে নজরদারি আরও বাড়াতে এই দাবি বাস্তবায়ন জরুরি বলে আমরা মনে করি। দুর্নীতি দমন কমিশনের (দুদক) কার্যক্রমে আরও বেশি নজর দেওয়া উচিত। প্রায়শই এই সংস্থাটিকে নখদন্তহীন বাঘ বা কাগুজে বাঘ হিসেবে আখ্যায়িত করা হয়। দুর্নীতির বিরুদ্ধে যুদ্ধে এই সংস্থাটিকে উপযোগী করে তোলার দিকে অবিলম্বে নজর দিতে হবে। আমরা মনে করি, আইনের সংস্কার এবং আরও উপকরণ ও জনবল দেওয়া উচিত দুদকে। সবচেয়ে গুরুত্বপূর্ণ হলো, দুদকের স্বায়ত্তশাসন ও তদন্ত সক্ষমতার উন্নয়ন ঘটাতে হবে। যে বিষয়টি আমরা প্রথমে চাচ্ছি তাহলো, অডিট ও মনিটরিংয়ের বিষয়টিকে প্রতিটি মন্ত্রণালয়ের কাজের অবিচ্ছেদ্য অংশ করে নিতে হবে। দশকের পর দশক ধরে এর বিপরীত কাজ চলতে থাকায় এটি বাস্তবায়নই হবে প্রধানমন্ত্রীর জন্য সবচেয়ে কঠিন কাজ। আজকের দিনে বাংলাদেশকে সামনে এগিয়ে নেওয়ার পথে সবচেয়ে বিপজ্জনক প্রতিবন্ধকতা হিসেবে দাঁড়িয়ে আছে দুর্নীতি। এর কারণে সরকারি সংস্থাগুলোর প্রতি সাধারণ মানুষের ভরসা নষ্ট হয়েছে। যেসব সংস্থা বিভিন্ন সেবা দেয়, সেখানে 'ঘুষ' না দেওয়া পর্যন্ত কোনো কাজ হয় না। খুব কম জায়গায় আছে যেখানে ঘুষ না দিয়ে কাজ করানো যায়। আমাদের উন্নয়নকে ধারণার চেয়েও বেশি বাধাগ্রস্ত করে রেখেছে এই দুর্নীতি। এর বিরুদ্ধে 'শূন্য সহনশীলতা' বাস্তবায়ন করতে হবে 'শূন্য সময়ক্ষেপণ' করে।	[686, 136, 982, 803]
iowa-continued-right	[1314, 2054, 1614, 2230]
kids-app-story	[686, 906, 982, 1406]
volume-issue	[286, 74, 571, 102]
score-title: সংক্ষিপ্ত স্কোর:	[1009, 877, 1090, 893]
